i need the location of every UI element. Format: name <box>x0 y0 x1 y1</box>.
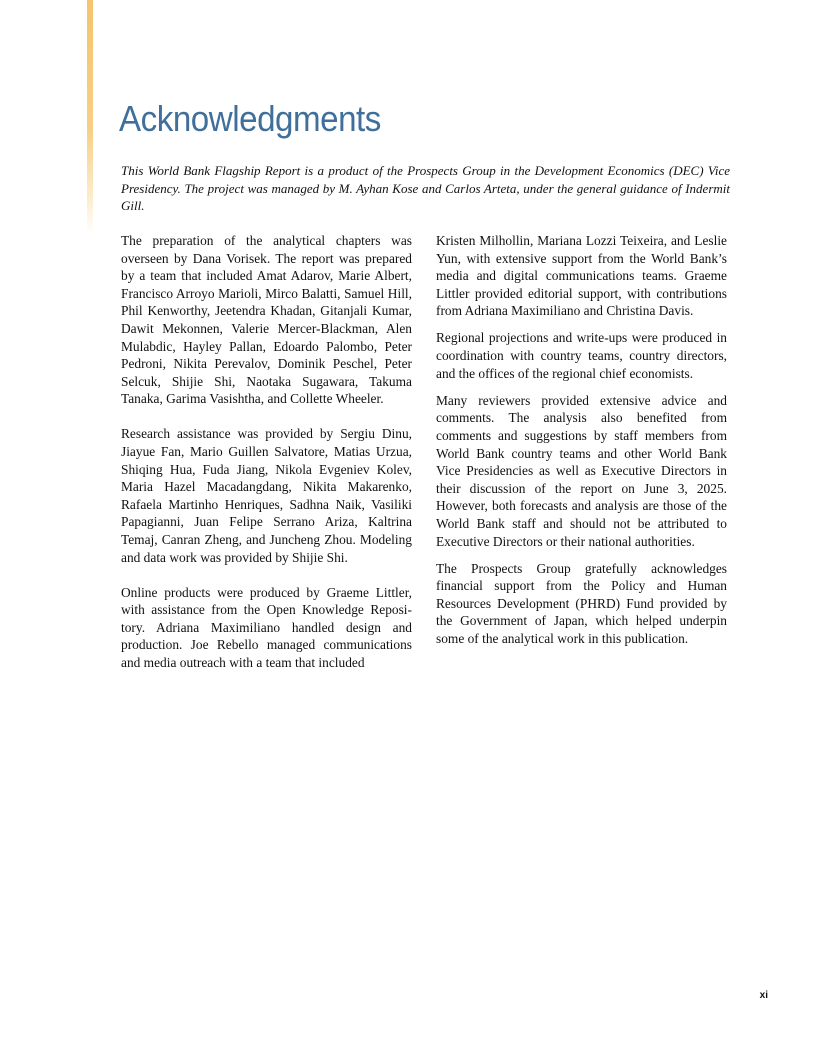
right-column <box>436 232 727 648</box>
paragraph-online-products: Online products were produced by Graeme Littler, with assistance from the Open Knowledge Repository. Adriana Maximiliano handled design and production. Joe Rebello managed communications and media outreach with a team that included <box>121 584 412 671</box>
paragraph-financial-support: The Prospects Group gratefully acknowledges financial support from the Policy and Human Resources Development (PHRD) Fund provided by the Government of Japan, which helped underpin some of the analytical work in this publication. <box>436 560 727 646</box>
page-number: xi <box>759 990 768 1001</box>
intro-paragraph: This World Bank Flagship Report is a product of the Prospects Group in the Development Economics (DEC) Vice Presidency. The project was managed by M. Ayhan Kose and Carlos Arteta, under the general guidance of Indermit Gill. <box>121 163 730 213</box>
paragraph-research-assistance: Research assistance was provided by Sergiu Dinu, Jiayue Fan, Mario Guillen Salvatore, Matias Urzua, Shiqing Hua, Fuda Jiang, Nikola Evgeniev Kolev, Maria Hazel Macadangdang, Nikita Makarenko, Rafaela Martinho Henriques, Sadhna Naik, Vasiliki Papagianni, Juan Felipe Serrano Ariza, Kaltrina Temaj, Canran Zheng, and Juncheng Zhou. Modeling and data work was provided by Shijie Shi. <box>121 426 412 565</box>
accent-bar <box>87 0 93 235</box>
page-title: Acknowledgments <box>119 98 381 139</box>
left-column <box>121 232 412 672</box>
paragraph-reviewers: Many reviewers provided extensive advice and comments. The analysis also benefited from comments and suggestions by staff members from World Bank country teams and other World Bank Vice Presidencies as well as Executive Directors in their discussion of the report on June 3, 2025. However, both forecasts and analysis are those of the World Bank staff and should not be attributed to Executive Directors or their national authorities. <box>436 392 727 549</box>
paragraph-communications: Kristen Milhollin, Mariana Lozzi Teixeira, and Leslie Yun, with extensive support from the World Bank’s media and digital communications teams. Graeme Littler provided editorial support, with contributions from Adriana Maximiliano and Christina Davis. <box>436 233 727 319</box>
paragraph-team: The preparation of the analytical chapters was overseen by Dana Vorisek. The report was prepared by a team that included Amat Adarov, Marie Albert, Francisco Arroyo Marioli, Mirco Balatti, Samuel Hill, Phil Kenworthy, Jeetendra Khadan, Gitanjali Kumar, Dawit Mekonnen, Valerie Mercer-Blackman, Alen Mulabdic, Hayley Pallan, Edoardo Palombo, Peter Pedroni, Nikita Perevalov, Dominik Peschel, Peter Selcuk, Shijie Shi, Naotaka Sugawara, Takuma Tanaka, Garima Vasishtha, and Collette Wheeler. <box>121 233 412 407</box>
paragraph-regional-projections: Regional projections and write-ups were produced in coordination with country teams, country directors, and the offices of the regional chief economists. <box>436 330 727 381</box>
